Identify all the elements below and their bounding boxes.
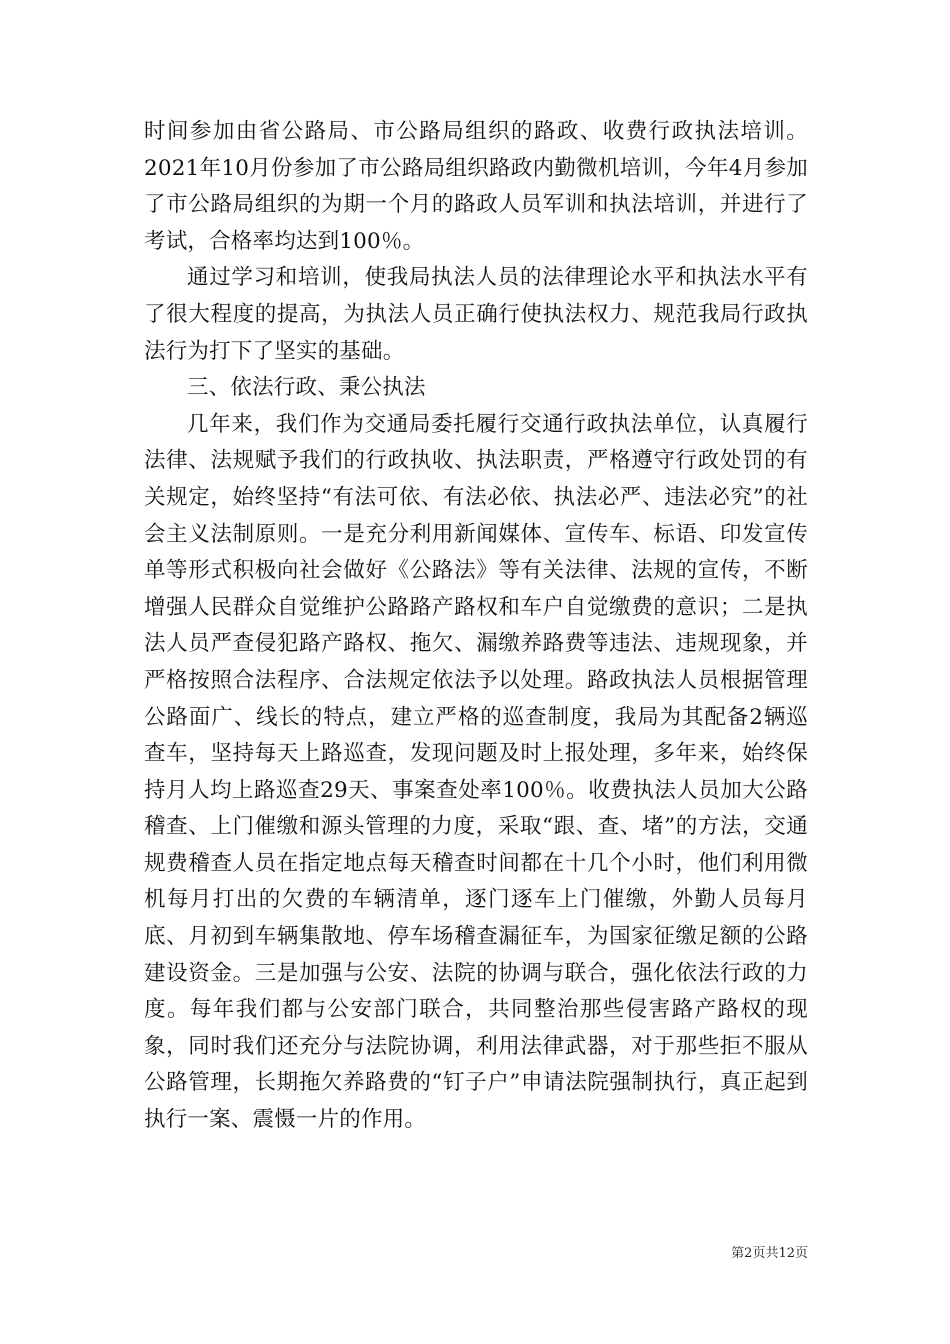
document-body [144,114,808,1139]
paragraph-training-result: 通过学习和培训，使我局执法人员的法律理论水平和执法水平有了很大程度的提高，为执法人员正确行使执法权力、规范我局行政执法行为打下了坚实的基础。 [144,265,808,364]
section-heading: 三、依法行政、秉公执法 [187,375,426,401]
paragraph-training-summary: 时间参加由省公路局、市公路局组织的路政、收费行政执法培训。2021年10月份参加了市公路局组织路政内勤微机培训，今年4月参加了市公路局组织的为期一个月的路政人员军训和执法培训，并进行了考试，合格率均达到100％。 [144,119,808,254]
paragraph-law-enforcement: 几年来，我们作为交通局委托履行交通行政执法单位，认真履行法律、法规赋予我们的行政执收、执法职责，严格遵守行政处罚的有关规定，始终坚持“有法可依、有法必依、执法必严、违法必究”的社会主义法制原则。一是充分利用新闻媒体、宣传车、标语、印发宣传单等形式积极向社会做好《公路法》等有关法律、法规的宣传，不断增强人民群众自觉维护公路路产路权和车户自觉缴费的意识；二是执法人员严查侵犯路产路权、拖欠、漏缴养路费等违法、违规现象，并严格按照合法程序、合法规定依法予以处理。路政执法人员根据管理公路面广、线长的特点，建立严格的巡查制度，我局为其配备2辆巡查车，坚持每天上路巡查，发现问题及时上报处理，多年来，始终保持月人均上路巡查29天、事案查处率100％。收费执法人员加大公路稽查、上门催缴和源头管理的力度，采取“跟、查、堵”的方法，交通规费稽查人员在指定地点每天稽查时间都在十几个小时，他们利用微机每月打出的欠费的车辆清单，逐门逐车上门催缴，外勤人员每月底、月初到车辆集散地、停车场稽查漏征车，为国家征缴足额的公路建设资金。三是加强与公安、法院的协调与联合，强化依法行政的力度。每年我们都与公安部门联合，共同整治那些侵害路产路权的现象，同时我们还充分与法院协调，利用法律武器，对于那些拒不服从公路管理，长期拖欠养路费的“钉子户”申请法院强制执行，真正起到执行一案、震慑一片的作用。 [144,411,808,1133]
page-number-footer: 第2页共12页 [731,1246,808,1261]
